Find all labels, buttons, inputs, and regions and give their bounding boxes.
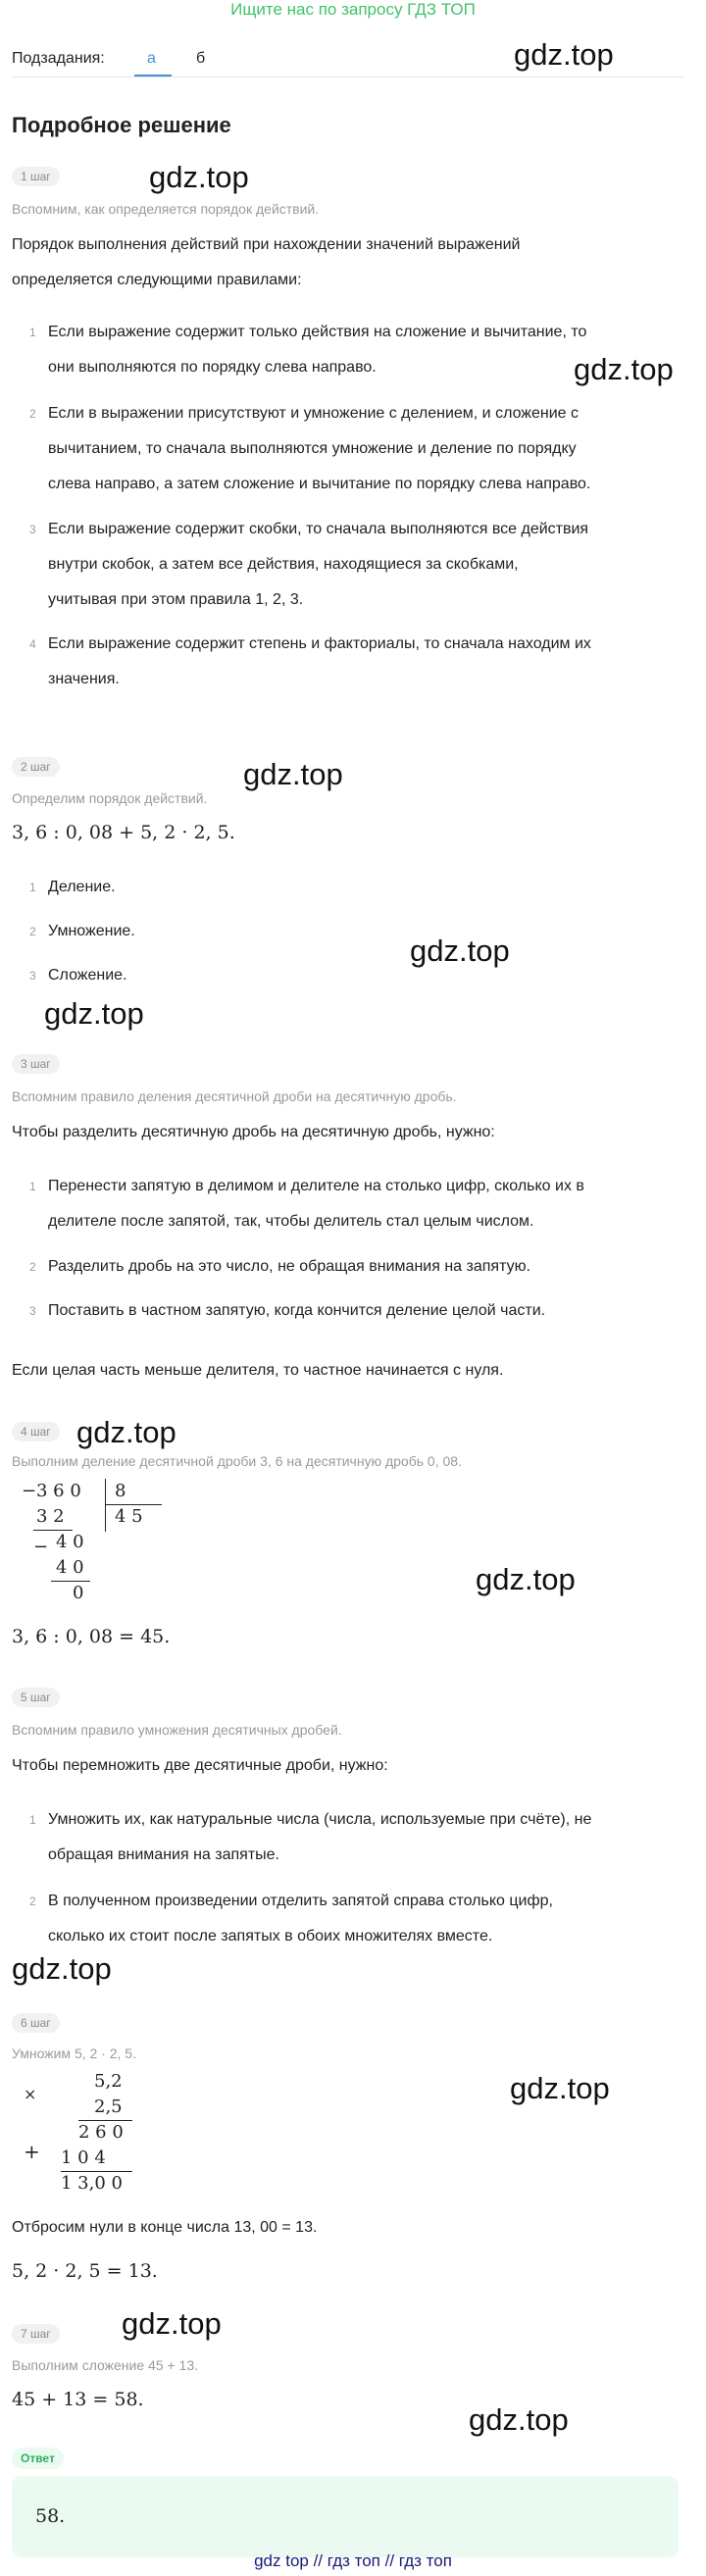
step-badge: 1 шаг bbox=[12, 167, 60, 186]
subtraction-line bbox=[51, 1581, 90, 1582]
list-item: Если выражение содержит только действия на сложение и вычитание, то bbox=[48, 324, 587, 340]
list-number: 1 bbox=[29, 1813, 36, 1827]
list-number: 2 bbox=[29, 1894, 36, 1908]
list-number: 1 bbox=[29, 1180, 36, 1193]
watermark: gdz.top bbox=[510, 2071, 610, 2105]
list-number: 3 bbox=[29, 523, 36, 536]
math-expression: 3, 6 : 0, 08 = 45. bbox=[12, 1626, 171, 1647]
divisor: 8 bbox=[115, 1481, 126, 1501]
list-item: делителе после запятой, так, чтобы делитель стал целым числом. bbox=[48, 1213, 534, 1230]
list-item: Умножение. bbox=[48, 923, 135, 939]
list-item: Разделить дробь на это число, не обращая внимания на запятую. bbox=[48, 1258, 531, 1275]
list-item: учитывая при этом правила 1, 2, 3. bbox=[48, 591, 304, 608]
product-result: 1 3,0 0 bbox=[61, 2173, 123, 2194]
division-row: 0 bbox=[73, 1583, 84, 1603]
math-expression: 5, 2 · 2, 5 = 13. bbox=[12, 2260, 158, 2282]
list-item: Сложение. bbox=[48, 967, 127, 984]
sum-line bbox=[61, 2171, 132, 2172]
watermark: gdz.top bbox=[149, 160, 249, 194]
list-item: Если выражение содержит степень и факториалы, то сначала находим их bbox=[48, 635, 591, 652]
dividend: 3 6 0 bbox=[36, 1481, 81, 1501]
list-item: внутри скобок, а затем все действия, находящиеся за скобками, bbox=[48, 556, 519, 573]
answer-value: 58. bbox=[35, 2505, 66, 2527]
list-number: 2 bbox=[29, 407, 36, 421]
step-badge: 4 шаг bbox=[12, 1422, 60, 1441]
factor: 2,5 bbox=[94, 2096, 123, 2117]
list-item: Поставить в частном запятую, когда кончится деление целой части. bbox=[48, 1302, 546, 1319]
divisor-line bbox=[105, 1504, 162, 1505]
step-hint: Умножим 5, 2 · 2, 5. bbox=[12, 2046, 136, 2061]
watermark: gdz.top bbox=[12, 1951, 112, 1986]
partial-product: 2 6 0 bbox=[78, 2122, 124, 2143]
answer-badge: Ответ bbox=[12, 2448, 64, 2469]
step-badge: 2 шаг bbox=[12, 757, 60, 777]
list-number: 3 bbox=[29, 969, 36, 983]
list-number: 2 bbox=[29, 1260, 36, 1274]
watermark: gdz.top bbox=[76, 1415, 176, 1449]
subtasks-label: Подзадания: bbox=[12, 50, 105, 67]
step-badge: 7 шаг bbox=[12, 2324, 60, 2344]
answer-box bbox=[12, 2476, 679, 2557]
search-banner: Ищите нас по запросу ГДЗ ТОП bbox=[230, 0, 476, 19]
step-note: Если целая часть меньше делителя, то частное начинается с нуля. bbox=[12, 1362, 504, 1379]
math-expression: 45 + 13 = 58. bbox=[12, 2389, 144, 2410]
list-item: В полученном произведении отделить запятой справа столько цифр, bbox=[48, 1893, 553, 1909]
watermark: gdz.top bbox=[574, 352, 674, 386]
step-hint: Определим порядок действий. bbox=[12, 790, 208, 806]
step-intro: Чтобы разделить десятичную дробь на десятичную дробь, нужно: bbox=[12, 1124, 495, 1140]
step-badge: 5 шаг bbox=[12, 1688, 60, 1707]
division-row: 3 2 bbox=[36, 1506, 65, 1527]
list-number: 1 bbox=[29, 881, 36, 894]
watermark: gdz.top bbox=[44, 996, 144, 1031]
step-badge: 6 шаг bbox=[12, 2013, 60, 2033]
list-item: Если в выражении присутствуют и умножение с делением, и сложение с bbox=[48, 405, 580, 422]
list-item: Перенести запятую в делимом и делителе на столько цифр, сколько их в bbox=[48, 1178, 584, 1194]
times-sign: × bbox=[24, 2085, 37, 2103]
list-number: 1 bbox=[29, 326, 36, 339]
list-item: сколько их стоит после запятых в обоих множителях вместе. bbox=[48, 1928, 493, 1945]
list-item: они выполняются по порядку слева направо. bbox=[48, 359, 377, 376]
step-hint: Вспомним правило деления десятичной дроби на десятичную дробь. bbox=[12, 1088, 457, 1104]
tab-b[interactable]: б bbox=[196, 50, 206, 67]
step-hint: Выполним деление десятичной дроби 3, 6 на десятичную дробь 0, 08. bbox=[12, 1453, 462, 1469]
watermark: gdz.top bbox=[410, 934, 510, 968]
page-title: Подробное решение bbox=[12, 113, 231, 137]
list-item: вычитанием, то сначала выполняются умножение и деление по порядку bbox=[48, 440, 577, 457]
list-item: Умножить их, как натуральные числа (числа, используемые при счёте), не bbox=[48, 1811, 592, 1828]
step-hint: Вспомним правило умножения десятичных дробей. bbox=[12, 1722, 342, 1738]
math-expression: 3, 6 : 0, 08 + 5, 2 · 2, 5. bbox=[12, 822, 235, 843]
factor: 5,2 bbox=[94, 2071, 123, 2092]
watermark: gdz.top bbox=[122, 2306, 222, 2341]
list-item: обращая внимания на запятые. bbox=[48, 1846, 279, 1863]
division-bar bbox=[105, 1479, 106, 1532]
watermark: gdz.top bbox=[476, 1562, 576, 1596]
step-text: Отбросим нули в конце числа 13, 00 = 13. bbox=[12, 2219, 318, 2236]
division-row: 4 0 bbox=[56, 1532, 84, 1552]
step-hint: Вспомним, как определяется порядок действий. bbox=[12, 201, 320, 217]
minus-sign: − bbox=[33, 1537, 49, 1557]
long-division bbox=[12, 1479, 169, 1611]
list-item: слева направо, а затем сложение и вычитание по порядку слева направо. bbox=[48, 476, 591, 492]
list-number: 2 bbox=[29, 925, 36, 938]
step-intro: Порядок выполнения действий при нахождении значений выражений bbox=[12, 236, 521, 253]
tabs-divider bbox=[12, 76, 683, 77]
list-item: Если выражение содержит скобки, то сначала выполняются все действия bbox=[48, 521, 589, 537]
watermark: gdz.top bbox=[514, 37, 614, 72]
step-hint: Выполним сложение 45 + 13. bbox=[12, 2357, 199, 2373]
plus-sign: + bbox=[24, 2140, 40, 2163]
watermark: gdz.top bbox=[469, 2402, 569, 2437]
step-badge: 3 шаг bbox=[12, 1054, 60, 1074]
list-number: 4 bbox=[29, 637, 36, 651]
subtraction-line bbox=[33, 1530, 73, 1531]
division-row: 4 0 bbox=[56, 1557, 84, 1578]
quotient: 4 5 bbox=[115, 1506, 143, 1527]
product-line bbox=[78, 2120, 132, 2121]
column-multiplication bbox=[12, 2069, 159, 2201]
step-intro: определяется следующими правилами: bbox=[12, 272, 302, 288]
list-item: значения. bbox=[48, 671, 120, 687]
tab-a[interactable]: а bbox=[147, 50, 156, 67]
minus-sign: − bbox=[22, 1481, 37, 1501]
footer-links[interactable]: gdz top // гдз топ // гдз топ bbox=[254, 2551, 452, 2570]
list-number: 3 bbox=[29, 1304, 36, 1318]
list-item: Деление. bbox=[48, 879, 116, 895]
step-intro: Чтобы перемножить две десятичные дроби, нужно: bbox=[12, 1757, 388, 1774]
partial-product: 1 0 4 bbox=[61, 2147, 106, 2168]
watermark: gdz.top bbox=[243, 757, 343, 791]
